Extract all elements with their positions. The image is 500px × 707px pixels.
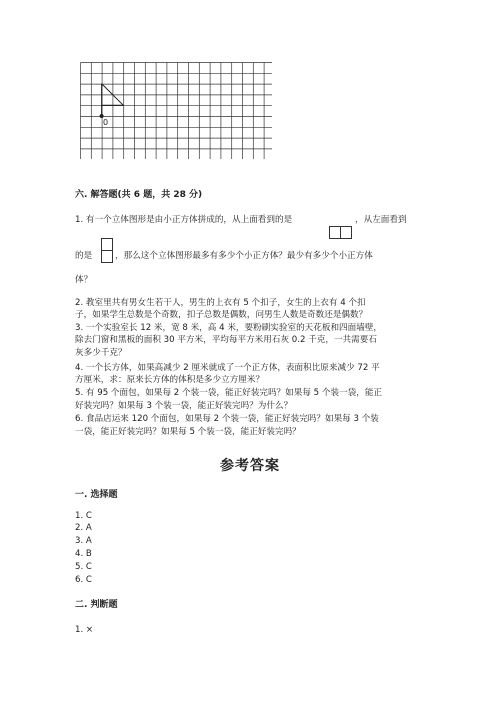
answer-item: 6. C <box>75 575 92 585</box>
answer-item: 3. A <box>75 536 92 546</box>
q2-line-b: 子，如果学生总数是个奇数，扣子总数是偶数，问男生人数是奇数还是偶数？ <box>75 310 368 320</box>
left-view-square-2 <box>101 250 113 263</box>
answers-sec1-heading: 一. 选择题 <box>75 490 118 500</box>
figure-shape <box>102 84 124 116</box>
q3-line-c: 灰多少千克？ <box>75 348 127 358</box>
q5-line-a: 5. 有 95 个面包，如果每 2 个装一袋，能正好装完吗？如果每 5 个装一袋，能正 <box>75 388 383 398</box>
judge-answer-item: 1. × <box>75 625 94 635</box>
q1-text-a: 1. 有一个立体图形是由小正方体拼成的，从上面看到的是 <box>75 215 293 225</box>
answers-sec2-heading: 二. 判断题 <box>75 600 118 610</box>
q1-line-a <box>75 214 292 226</box>
q6-line-a: 6. 食品店运来 120 个面包，如果每 2 个装一袋，能正好装完吗？如果每 3 个装 <box>75 414 379 424</box>
q1-line-d: ，那么这个立体图形最多有多少个小正方体？最少有多少个小正方体 <box>115 251 373 261</box>
q3-line-b: 除去门窗和黑板的面积 30 平方米，平均每平方米用石灰 0.2 千克，一共需要石 <box>75 335 377 345</box>
section6-heading: 六. 解答题(共 6 题，共 28 分) <box>75 190 203 200</box>
q1-line-e: 体？ <box>75 275 93 285</box>
answer-item: 5. C <box>75 562 92 572</box>
answer-item: 2. A <box>75 523 92 533</box>
q6-line-b: 一袋，能正好装完吗？如果每 5 个装一袋，能正好装完吗？ <box>75 427 301 437</box>
q4-line-b: 方厘米，求：原来长方体的体积是多少立方厘米？ <box>75 375 265 385</box>
triangle-shape <box>102 84 124 106</box>
q5-line-b: 好装完吗？如果每 3 个装一袋，能正好装完吗？为什么？ <box>75 401 293 411</box>
top-view-square-2 <box>340 226 352 239</box>
grid-diagram <box>80 62 272 159</box>
answers-title: 参考答案 <box>220 458 280 474</box>
grid-lines <box>81 63 273 160</box>
q1-line-c: 的是 <box>75 251 93 261</box>
q4-line-a: 4. 一个长方体，如果高减少 2 厘米就成了一个正方体，表面积比原来减少 72 平 <box>75 363 380 373</box>
answer-item: 4. B <box>75 549 92 559</box>
q3-line-a: 3. 一个实验室长 12 米，宽 8 米，高 4 米，要粉刷实验室的天花板和四面墙壁， <box>75 323 383 333</box>
q2-line-a: 2. 教室里共有男女生若干人，男生的上衣有 5 个扣子，女生的上衣有 4 个扣 <box>75 298 366 308</box>
q1-line-b: ，从左面看到 <box>355 215 407 225</box>
answer-item: 1. C <box>75 511 92 521</box>
origin-label: 0 <box>103 118 109 127</box>
